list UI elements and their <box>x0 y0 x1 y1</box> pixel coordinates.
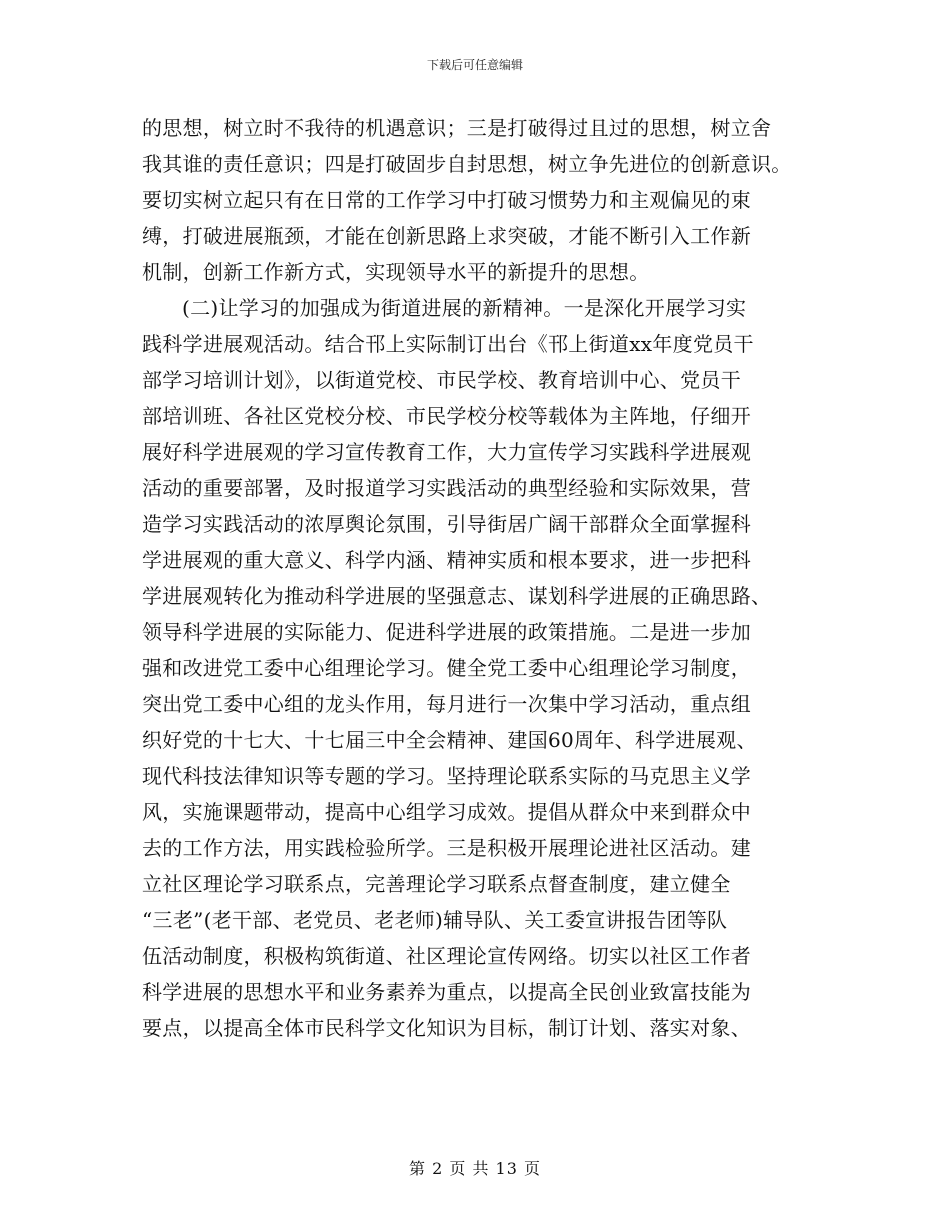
body-text <box>142 110 814 1046</box>
text-line: 机制，创新工作新方式，实现领导水平的新提升的思想。 <box>142 260 650 284</box>
text-line: 织好党的十七大、十七届三中全会精神、建国60周年、科学进展观、 <box>142 728 757 752</box>
text-line: 展好科学进展观的学习宣传教育工作，大力宣传学习实践科学进展观 <box>142 440 751 464</box>
text-line: 学进展观转化为推动科学进展的坚强意志、谋划科学进展的正确思路、 <box>142 584 772 608</box>
text-line: 要切实树立起只有在日常的工作学习中打破习惯势力和主观偏见的束 <box>142 188 751 212</box>
text-line: 科学进展的思想水平和业务素养为重点，以提高全民创业致富技能为 <box>142 980 751 1004</box>
text-line: 践科学进展观活动。结合邗上实际制订出台《邗上街道xx年度党员干 <box>142 332 754 356</box>
text-line: 现代科技法律知识等专题的学习。坚持理论联系实际的马克思主义学 <box>142 764 751 788</box>
text-line: 去的工作方法，用实践检验所学。三是积极开展理论进社区活动。建 <box>142 836 751 860</box>
text-line: 风，实施课题带动，提高中心组学习成效。提倡从群众中来到群众中 <box>142 800 751 824</box>
text-line: 突出党工委中心组的龙头作用，每月进行一次集中学习活动，重点组 <box>142 692 751 716</box>
text-line: 要点，以提高全体市民科学文化知识为目标，制订计划、落实对象、 <box>142 1016 751 1040</box>
text-line: 部培训班、各社区党校分校、市民学校分校等载体为主阵地，仔细开 <box>142 404 751 428</box>
text-line: 缚，打破进展瓶颈，才能在创新思路上求突破，才能不断引入工作新 <box>142 224 751 248</box>
page-number-footer: 第 2 页 共 13 页 <box>409 1159 541 1178</box>
text-line: 强和改进党工委中心组理论学习。健全党工委中心组理论学习制度， <box>142 656 751 680</box>
text-line: 活动的重要部署，及时报道学习实践活动的典型经验和实际效果，营 <box>142 476 751 500</box>
text-line: 立社区理论学习联系点，完善理论学习联系点督查制度，建立健全 <box>142 872 731 896</box>
text-line: 造学习实践活动的浓厚舆论氛围，引导街居广阔干部群众全面掌握科 <box>142 512 751 536</box>
text-line: “三老”(老干部、老党员、老老师)辅导队、关工委宣讲报告团等队 <box>142 908 728 932</box>
text-line: 的思想，树立时不我待的机遇意识；三是打破得过且过的思想，树立舍 <box>142 116 772 140</box>
paragraph-first-line: (二)让学习的加强成为街道进展的新精神。一是深化开展学习实 <box>182 296 747 320</box>
text-line: 我其谁的责任意识；四是打破固步自封思想，树立争先进位的创新意识。 <box>142 152 792 176</box>
text-line: 部学习培训计划》，以街道党校、市民学校、教育培训中心、党员干 <box>142 368 741 392</box>
text-line: 伍活动制度，积极构筑街道、社区理论宣传网络。切实以社区工作者 <box>142 944 751 968</box>
text-line: 领导科学进展的实际能力、促进科学进展的政策措施。二是进一步加 <box>142 620 751 644</box>
page-header: 下载后可任意编辑 <box>426 58 523 72</box>
text-line: 学进展观的重大意义、科学内涵、精神实质和根本要求，进一步把科 <box>142 548 751 572</box>
